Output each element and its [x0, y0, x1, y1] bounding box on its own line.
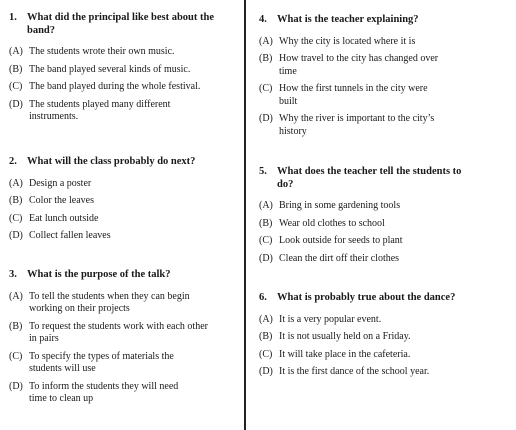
option-text: Wear old clothes to school: [279, 217, 385, 229]
option-text: It is a very popular event.: [279, 313, 382, 325]
option-a[interactable]: [259, 200, 509, 213]
question-number: 4.: [259, 14, 267, 25]
option-b[interactable]: [259, 218, 509, 231]
question-text: What will the class probably do next?: [27, 156, 196, 167]
option-letter: (D): [259, 252, 273, 264]
option-c[interactable]: [259, 83, 509, 108]
question-1-stem: [9, 12, 241, 37]
option-letter: (B): [9, 195, 23, 206]
option-b[interactable]: [9, 321, 241, 346]
option-d[interactable]: [259, 366, 509, 379]
option-text: Why the river is important to the city’s history: [279, 113, 435, 137]
option-text: To request the students work with each other in pairs: [29, 320, 208, 344]
option-letter: (A): [259, 200, 273, 211]
question-6-stem: [259, 292, 509, 305]
option-text: The students played many different instruments.: [29, 98, 171, 122]
question-number: 1.: [9, 12, 17, 23]
question-4: [259, 14, 509, 138]
option-b[interactable]: [9, 64, 241, 77]
question-number: 2.: [9, 156, 17, 167]
option-text: Bring in some gardening tools: [279, 200, 401, 211]
option-letter: (D): [9, 98, 23, 110]
option-letter: (B): [9, 63, 23, 75]
option-b[interactable]: [259, 331, 509, 344]
option-letter: (B): [259, 217, 273, 229]
option-text: Eat lunch outside: [29, 212, 99, 224]
option-d[interactable]: [259, 253, 509, 266]
option-letter: (D): [9, 380, 23, 392]
option-text: Collect fallen leaves: [29, 230, 111, 241]
option-c[interactable]: [259, 349, 509, 362]
option-letter: (C): [259, 235, 273, 246]
question-2: [9, 156, 241, 243]
question-3: [9, 269, 241, 406]
option-letter: (B): [259, 53, 273, 64]
option-a[interactable]: [9, 178, 241, 191]
option-letter: (A): [9, 46, 23, 57]
option-b[interactable]: [259, 53, 509, 78]
question-text: What is the purpose of the talk?: [27, 269, 171, 280]
option-d[interactable]: [9, 381, 241, 406]
question-text: What is probably true about the dance?: [277, 292, 456, 303]
question-1: [9, 12, 241, 124]
option-d[interactable]: [259, 113, 509, 138]
option-letter: (D): [9, 230, 23, 241]
option-letter: (A): [9, 177, 23, 189]
question-number: 3.: [9, 269, 17, 280]
option-text: Look outside for seeds to plant: [279, 235, 403, 246]
option-letter: (C): [9, 350, 23, 362]
column-divider: [244, 0, 246, 430]
option-text: The students wrote their own music.: [29, 46, 175, 57]
question-number: 5.: [259, 166, 267, 177]
option-c[interactable]: [9, 81, 241, 94]
option-text: How the first tunnels in the city were built: [279, 83, 428, 107]
option-c[interactable]: [9, 213, 241, 226]
option-text: To tell the students when they can begin working on their projects: [29, 290, 190, 314]
option-text: The band played several kinds of music.: [29, 63, 191, 75]
option-letter: (D): [259, 113, 273, 124]
option-letter: (A): [259, 35, 273, 47]
option-text: Color the leaves: [29, 195, 94, 206]
option-letter: (B): [259, 331, 273, 342]
option-letter: (C): [9, 212, 23, 224]
option-a[interactable]: [259, 314, 509, 327]
option-text: The band played during the whole festival.: [29, 81, 201, 92]
option-text: How travel to the city has changed over time: [279, 53, 439, 77]
option-text: It is not usually held on a Friday.: [279, 331, 411, 342]
question-5-stem: [259, 166, 509, 191]
option-letter: (C): [9, 81, 23, 92]
question-text: What does the teacher tell the students to do?: [277, 166, 462, 190]
question-3-stem: [9, 269, 241, 282]
option-d[interactable]: [9, 99, 241, 124]
question-2-stem: [9, 156, 241, 169]
option-letter: (D): [259, 366, 273, 377]
option-letter: (C): [259, 83, 273, 94]
option-c[interactable]: [259, 235, 509, 248]
option-letter: (A): [259, 313, 273, 325]
question-5: [259, 166, 509, 265]
option-c[interactable]: [9, 351, 241, 376]
option-text: To inform the students they will need time to clean up: [29, 380, 179, 404]
question-text: What is the teacher explaining?: [277, 14, 419, 25]
question-text: What did the principal like best about the band?: [27, 12, 214, 36]
option-a[interactable]: [9, 46, 241, 59]
option-a[interactable]: [259, 36, 509, 49]
question-4-stem: [259, 14, 509, 27]
option-letter: (C): [259, 348, 273, 360]
question-number: 6.: [259, 292, 267, 303]
option-letter: (B): [9, 320, 23, 332]
option-text: Why the city is located where it is: [279, 35, 416, 47]
option-text: It will take place in the cafeteria.: [279, 348, 411, 360]
option-letter: (A): [9, 290, 23, 302]
question-6: [259, 292, 509, 379]
option-text: It is the first dance of the school year.: [279, 366, 430, 377]
option-text: Clean the dirt off their clothes: [279, 252, 400, 264]
option-d[interactable]: [9, 230, 241, 243]
option-text: To specify the types of materials the students will use: [29, 350, 174, 374]
option-a[interactable]: [9, 291, 241, 316]
option-text: Design a poster: [29, 177, 92, 189]
option-b[interactable]: [9, 195, 241, 208]
